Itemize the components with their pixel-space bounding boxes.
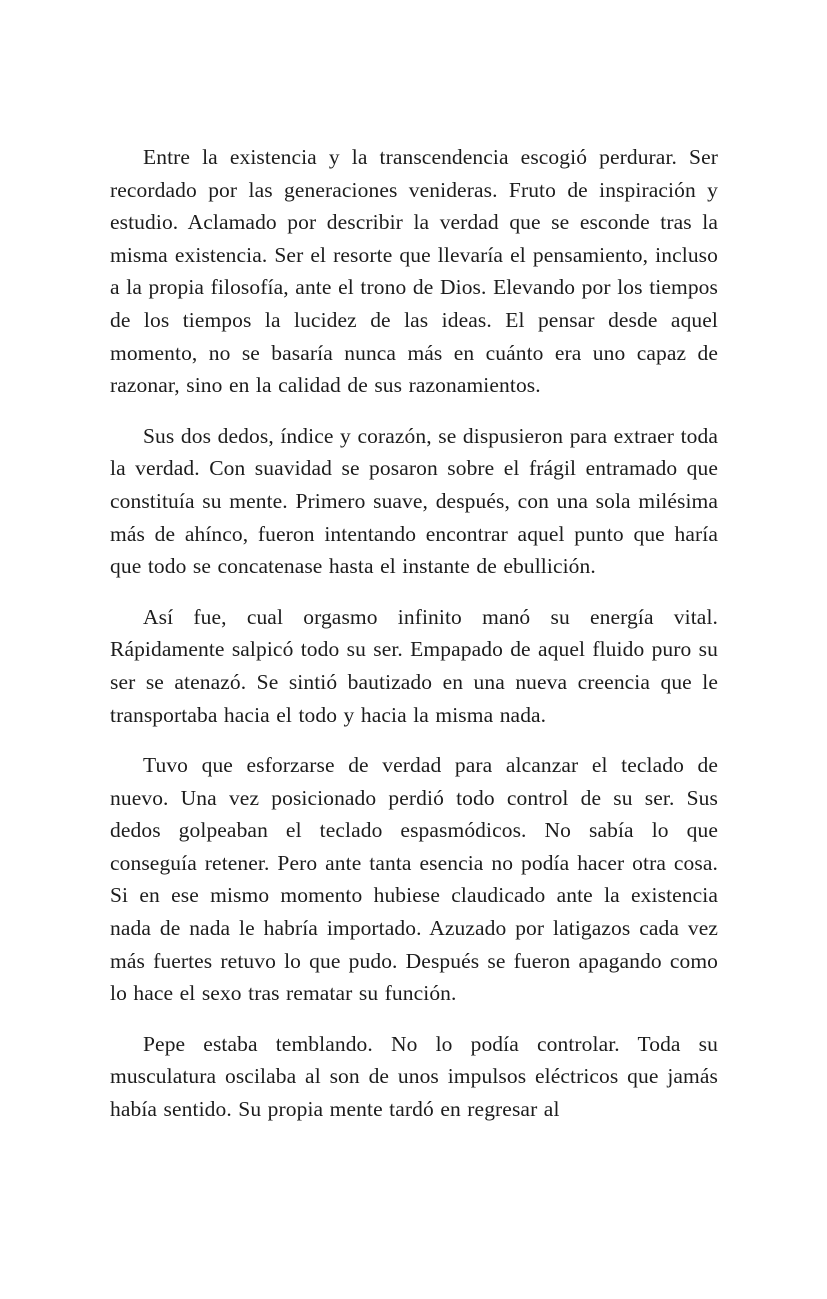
paragraph: Pepe estaba temblando. No lo podía controlar. Toda su musculatura oscilaba al son de unos impulsos eléctricos que jamás había sentido. Su propia mente tardó en regresar al <box>110 1031 718 1122</box>
paragraph: Entre la existencia y la transcendencia escogió perdurar. Ser recordado por las generaciones venideras. Fruto de inspiración y estudio. Aclamado por describir la verdad que se esconde tras la misma existencia. Ser el resorte que llevaría el pensamiento, incluso a la propia filosofía, ante el trono de Dios. Elevando por los tiempos de los tiempos la lucidez de las ideas. El pensar desde aquel momento, no se basaría nunca más en cuánto era uno capaz de razonar, sino en la calidad de sus razonamientos. <box>110 145 718 398</box>
paragraph: Así fue, cual orgasmo infinito manó su energía vital. Rápidamente salpicó todo su ser. Empapado de aquel fluido puro su ser se atenazó. Se sintió bautizado en una nueva creencia que le transportaba hacia el todo y hacia la misma nada. <box>110 604 718 727</box>
paragraph: Tuvo que esforzarse de verdad para alcanzar el teclado de nuevo. Una vez posicionado perdió todo control de su ser. Sus dedos golpeaban el teclado espasmódicos. No sabía lo que conseguía retener. Pero ante tanta esencia no podía hacer otra cosa. Si en ese mismo momento hubiese claudicado ante la existencia nada de nada le habría importado. Azuzado por latigazos cada vez más fuertes retuvo lo que pudo. Después se fueron apagando como lo hace el sexo tras rematar su función. <box>110 753 718 1006</box>
paragraph: Sus dos dedos, índice y corazón, se dispusieron para extraer toda la verdad. Con suavidad se posaron sobre el frágil entramado que constituía su mente. Primero suave, después, con una sola milésima más de ahínco, fueron intentando encontrar aquel punto que haría que todo se concatenase hasta el instante de ebullición. <box>110 423 718 579</box>
page-text-block <box>110 141 718 1126</box>
